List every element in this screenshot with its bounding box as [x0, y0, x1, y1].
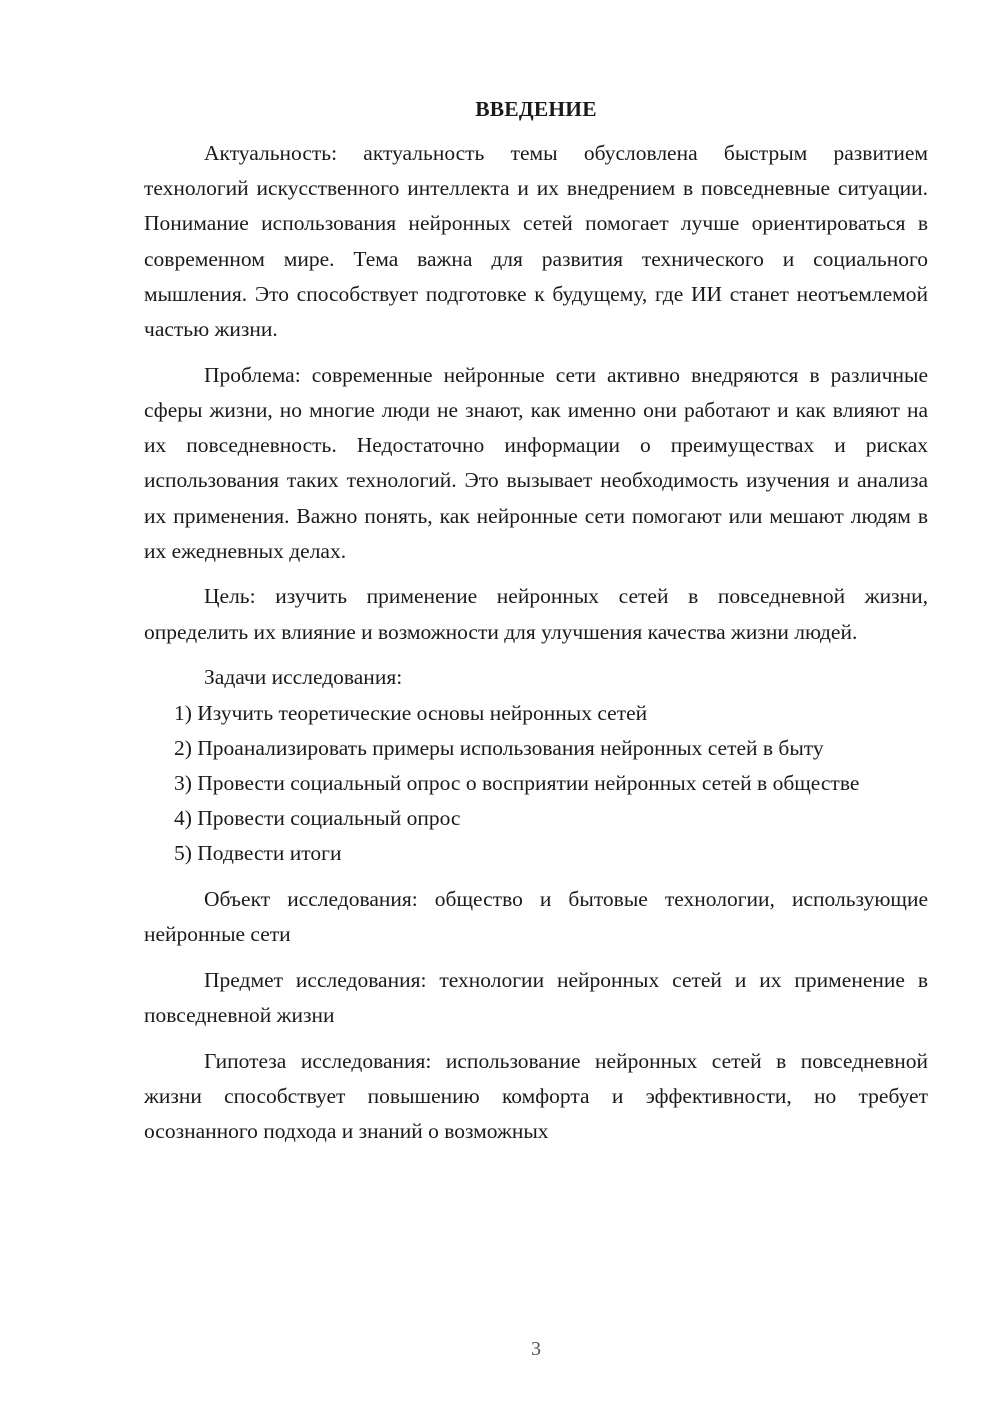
list-item: 3) Провести социальный опрос о восприятии нейронных сетей в обществе: [174, 770, 860, 795]
tasks-heading: Задачи исследования:: [204, 665, 403, 690]
paragraph-problem: Проблема: современные нейронные сети активно внедряются в различные сферы жизни, но многие люди не знают, как именно они работают и как влияют на их повседневность. Недостаточно информации о преимуществах и рисках использования таких технологий. Это вызывает необходимость изучения и анализа их применения. Важно понять, как нейронные сети помогают или мешают людям в их ежедневных делах.: [144, 362, 928, 563]
paragraph-relevance: Актуальность: актуальность темы обусловлена быстрым развитием технологий искусственного интеллекта и их внедрением в повседневные ситуации. Понимание использования нейронных сетей помогает лучше ориентироваться в современном мире. Тема важна для развития технического и социального мышления. Это способствует подготовке к будущему, где ИИ станет неотъемлемой частью жизни.: [144, 141, 928, 342]
paragraph-object: Объект исследования: общество и бытовые технологии, использующие нейронные сети: [144, 887, 928, 947]
paragraph-hypothesis: Гипотеза исследования: использование нейронных сетей в повседневной жизни способствует повышению комфорта и эффективности, но требует осознанного подхода и знаний о возможных: [144, 1048, 928, 1144]
list-item: 5) Подвести итоги: [174, 841, 342, 866]
list-item: 1) Изучить теоретические основы нейронных сетей: [174, 700, 648, 725]
tasks-list: [144, 696, 928, 872]
list-item: 2) Проанализировать примеры использования нейронных сетей в быту: [174, 735, 824, 760]
page-content: [144, 92, 928, 1149]
list-item: 4) Провести социальный опрос: [174, 806, 461, 831]
page-number: 3: [531, 1338, 541, 1360]
paragraph-goal: Цель: изучить применение нейронных сетей в повседневной жизни, определить их влияние и возможности для улучшения качества жизни людей.: [144, 584, 928, 644]
section-title: ВВЕДЕНИЕ: [475, 97, 597, 121]
paragraph-subject: Предмет исследования: технологии нейронных сетей и их применение в повседневной жизни: [144, 967, 928, 1028]
